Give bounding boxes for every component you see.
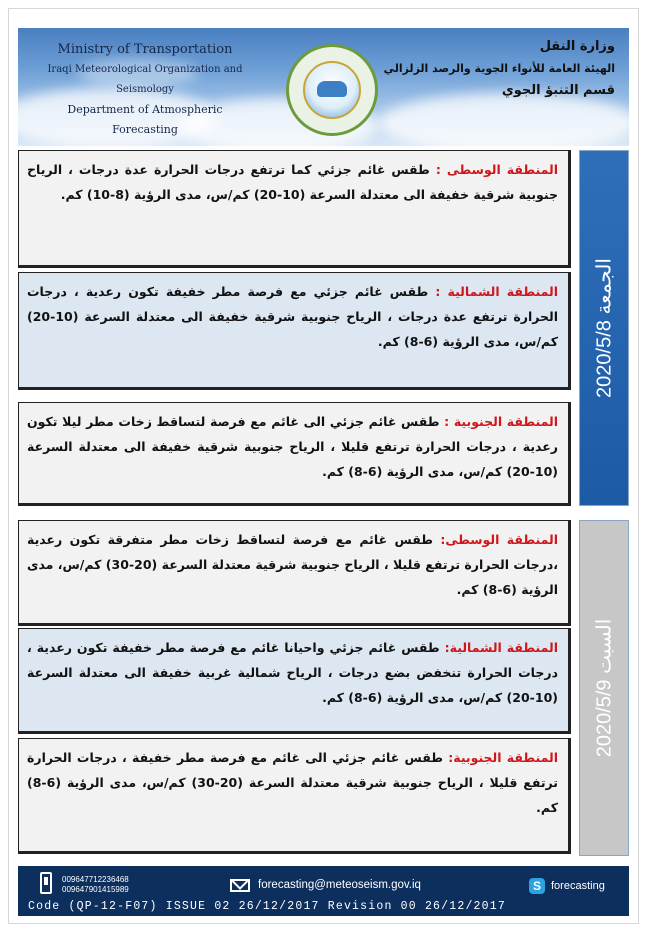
department-name-en: Department of Atmospheric Forecasting bbox=[67, 103, 223, 136]
region-south-day2 bbox=[18, 738, 571, 854]
region-name: المنطقة الوسطى : bbox=[435, 162, 558, 177]
day-tab-saturday bbox=[579, 520, 629, 856]
footer-bar bbox=[18, 866, 629, 916]
email-address[interactable]: forecasting@meteoseism.gov.iq bbox=[258, 879, 421, 891]
day-tab-friday bbox=[579, 150, 629, 506]
organization-name-en: Iraqi Meteorological Organization and Seismology bbox=[47, 64, 243, 95]
region-forecast-text: طقس غائم جزئي الى غائم مع فرصة مطر خفيفة ، درجات الحرارة ترتفع قليلا ، الرياح جنوبية شرقية معتدلة السرعة (20-30) كم/س، مدى الرؤية (6-8) كم. bbox=[27, 750, 558, 815]
logo-cloud-mark bbox=[317, 81, 347, 97]
region-name: المنطقة الجنوبية : bbox=[444, 414, 558, 429]
region-name: المنطقة الوسطى: bbox=[440, 532, 559, 547]
header-arabic bbox=[375, 36, 615, 102]
region-forecast-text: طقس غائم جزئي واحيانا غائم مع فرصة مطر خفيفة تكون رعدية ، درجات الحرارة تنخفض بضع درجات ، الرياح شمالية غربية خفيفة الى معتدلة السرعة (10-20) كم/س، مدى الرؤية (6-8) كم. bbox=[27, 640, 558, 705]
header-banner bbox=[18, 28, 629, 146]
organization-name-ar: الهيئة العامة للأنواء الجوية والرصد الزلزالي bbox=[383, 62, 615, 75]
document-code: Code (QP-12-F07) ISSUE 02 26/12/2017 Revision 00 26/12/2017 bbox=[28, 900, 506, 913]
region-north-day1 bbox=[18, 272, 571, 390]
organization-logo bbox=[286, 44, 378, 136]
region-forecast-text: طقس غائم جزئي مع فرصة مطر خفيفة تكون رعدية ، درجات الحرارة ترتفع عدة درجات ، الرياح جنوبية شرقية خفيفة الى معتدلة السرعة (10-20) كم/س، مدى الرؤية (6-8) كم. bbox=[27, 284, 558, 349]
day-label: الجمعة 2020/5/8 bbox=[593, 258, 616, 398]
region-name: المنطقة الشمالية : bbox=[435, 284, 558, 299]
region-central-day2 bbox=[18, 520, 571, 626]
day-forecast-friday bbox=[18, 150, 629, 506]
region-name: المنطقة الجنوبية: bbox=[448, 750, 559, 765]
skype-handle[interactable]: forecasting bbox=[551, 880, 605, 892]
phone-number: 009647901415989 bbox=[62, 885, 129, 894]
mail-icon bbox=[230, 879, 250, 892]
region-central-day1 bbox=[18, 150, 571, 268]
header-english bbox=[40, 40, 250, 140]
region-name: المنطقة الشمالية: bbox=[444, 640, 558, 655]
region-north-day2 bbox=[18, 628, 571, 734]
phone-icon bbox=[40, 872, 52, 894]
skype-icon: S bbox=[529, 878, 545, 894]
region-forecast-text: طقس غائم جزئي كما ترتفع درجات الحرارة عدة درجات ، الرياح جنوبية شرقية خفيفة الى معتدلة السرعة (10-20) كم/س، مدى الرؤية (8-10) كم. bbox=[27, 162, 558, 202]
phone-number: 009647712236468 bbox=[62, 875, 129, 884]
region-south-day1 bbox=[18, 402, 571, 506]
logo-globe bbox=[303, 61, 361, 119]
day-label: السبت 2020/5/9 bbox=[593, 618, 616, 758]
ministry-name-ar: وزارة النقل bbox=[539, 39, 615, 54]
phone-numbers bbox=[62, 875, 129, 895]
day-forecast-saturday bbox=[18, 520, 629, 856]
department-name-ar: قسم التنبؤ الجوي bbox=[501, 83, 615, 98]
ministry-name-en: Ministry of Transportation bbox=[57, 42, 233, 57]
region-forecast-text: طقس غائم مع فرصة لتساقط زخات مطر متفرقة تكون رعدية ،درجات الحرارة ترتفع قليلا ، الرياح جنوبية شرقية معتدلة السرعة (20-30) كم/س، مدى الرؤية (6-8) كم. bbox=[27, 532, 559, 597]
region-forecast-text: طقس غائم جزئي الى غائم مع فرصة لتساقط زخات مطر ليلا تكون رعدية ، درجات الحرارة ترتفع قليلا ، الرياح جنوبية شرقية خفيفة الى معتدلة السرعة (10-20) كم/س، مدى الرؤية (6-8) كم. bbox=[27, 414, 558, 479]
